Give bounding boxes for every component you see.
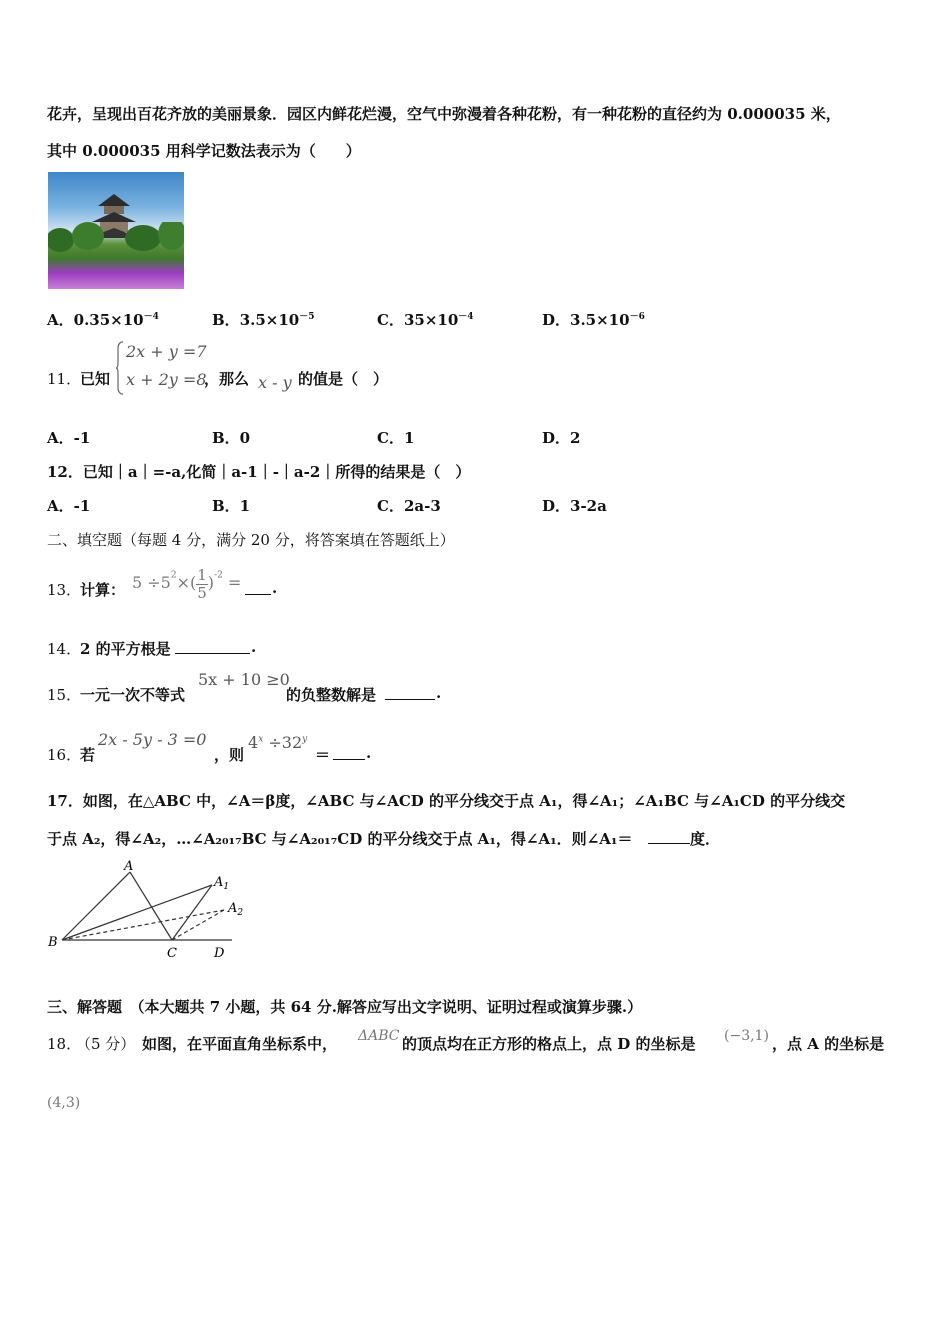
q14-answer-blank[interactable] <box>175 639 250 654</box>
q15-middle: 的负整数解是 <box>286 686 377 704</box>
q18-prefix: 如图，在平面直角坐标系中， <box>142 1035 338 1053</box>
q11-suffix: 的值是（ ） <box>298 370 389 388</box>
section-3-heading: 三、解答题 （本大题共 7 小题，共 64 分.解答应写出文字说明、证明过程或演算步骤.） <box>47 998 643 1016</box>
q11-equation-1: 2x + y =7 <box>126 342 207 361</box>
q18-coordinate-d: (−3,1) <box>724 1028 769 1044</box>
q16-answer-blank[interactable] <box>333 745 365 760</box>
segment-ba2 <box>62 910 224 940</box>
segment-ca1 <box>172 885 212 940</box>
q17-line2: 于点 A₂，得∠A₂，…∠A₂₀₁₇BC 与∠A₂₀₁₇CD 的平分线交于点 A₁，得∠A₁．则∠A₁＝ <box>47 830 633 848</box>
q16-expression: $4^x \div 32^y$ <box>248 733 308 752</box>
q12-text: 12．已知｜a｜=-a,化简｜a-1｜-｜a-2｜所得的结果是（ ） <box>47 463 471 481</box>
segment-ac <box>130 872 172 940</box>
q11-equation-2: x + 2y =8 <box>126 370 207 389</box>
q11-option-d: D．2 <box>542 429 581 447</box>
q14-number: 14． <box>47 640 82 658</box>
q12-option-d: D．3-2a <box>542 497 607 515</box>
q13-suffix: . <box>272 579 278 597</box>
q11-prefix: 已知 <box>80 370 111 388</box>
q12-option-c: C．2a-3 <box>377 497 441 515</box>
q14-suffix: . <box>251 638 257 656</box>
label-c: C <box>167 946 177 961</box>
q16-middle: ，则 <box>214 746 245 764</box>
q11-number: 11． <box>47 370 82 388</box>
q13-answer-blank[interactable] <box>245 580 271 595</box>
q13-prefix: 计算： <box>80 581 126 599</box>
q11-option-c: C．1 <box>377 429 415 447</box>
q18-number: 18． <box>47 1035 82 1053</box>
q15-prefix: 一元一次不等式 <box>80 686 186 704</box>
label-a: A <box>124 859 134 874</box>
flower-garden-photo <box>48 172 184 289</box>
q10-option-b: B．$3.5\times 10^{-5}$ <box>212 311 315 329</box>
q12-option-b: B．1 <box>212 497 251 515</box>
q10-option-d: D．$3.5\times 10^{-6}$ <box>542 311 645 329</box>
q16-equals: ＝ <box>315 746 331 764</box>
q15-inequality: 5x + 10 ≥0 <box>198 670 290 689</box>
q16-prefix: 若 <box>80 746 96 764</box>
triangle-bisector-figure <box>44 858 254 964</box>
q11-expression: x - y <box>258 373 292 392</box>
q12-option-a: A．-1 <box>47 497 91 515</box>
q18-coordinate-a: (4,3) <box>47 1095 81 1111</box>
q11-middle: ，那么 <box>204 370 250 388</box>
q17-answer-blank[interactable] <box>648 829 690 844</box>
segment-ba1 <box>62 885 212 940</box>
q10-option-c: C．$35\times 10^{-4}$ <box>377 311 474 329</box>
q14-prefix: 2 的平方根是 <box>80 640 171 658</box>
label-a2: $A_2$ <box>228 901 244 918</box>
trees-icon <box>48 222 184 252</box>
q18-middle: 的顶点均在正方形的格点上，点 D 的坐标是 <box>402 1035 696 1053</box>
segment-ca2 <box>172 910 224 940</box>
q18-triangle: ΔABC <box>358 1028 400 1044</box>
q17-line1: 17．如图，在△ABC 中，∠A＝β度，∠ABC 与∠ACD 的平分线交于点 A₁，得∠A₁；∠A₁BC 与∠A₁CD 的平分线交 <box>47 792 846 810</box>
label-b: B <box>48 935 58 950</box>
q18-score: （5 分） <box>76 1035 136 1053</box>
q10-option-a: A．$0.35\times 10^{-4}$ <box>47 311 159 329</box>
label-a1: $A_1$ <box>214 875 230 892</box>
q13-number: 13． <box>47 581 82 599</box>
label-d: D <box>214 946 225 961</box>
q16-suffix: . <box>366 744 372 762</box>
q10-line1: 花卉，呈现出百花齐放的美丽景象．园区内鲜花烂漫，空气中弥漫着各种花粉，有一种花粉的直径约为 0.000035 米， <box>47 105 841 123</box>
brace-icon <box>116 341 124 395</box>
q15-answer-blank[interactable] <box>385 685 435 700</box>
q18-suffix: ，点 A 的坐标是 <box>772 1035 885 1053</box>
q17-suffix: 度． <box>690 830 721 848</box>
q11-option-b: B．0 <box>212 429 251 447</box>
q15-number: 15． <box>47 686 82 704</box>
q16-equation: 2x - 5y - 3 =0 <box>98 730 207 749</box>
q13-expression: $5 \div 5^2\times$( $\frac{1}{5}$ )$^{-2}$ = <box>132 566 242 602</box>
q16-number: 16． <box>47 746 82 764</box>
section-2-heading: 二、填空题（每题 4 分，满分 20 分，将答案填在答题纸上） <box>47 531 455 549</box>
q11-option-a: A．-1 <box>47 429 91 447</box>
q15-suffix: . <box>436 684 442 702</box>
q10-line2: 其中 0.000035 用科学记数法表示为（ ） <box>47 142 361 160</box>
